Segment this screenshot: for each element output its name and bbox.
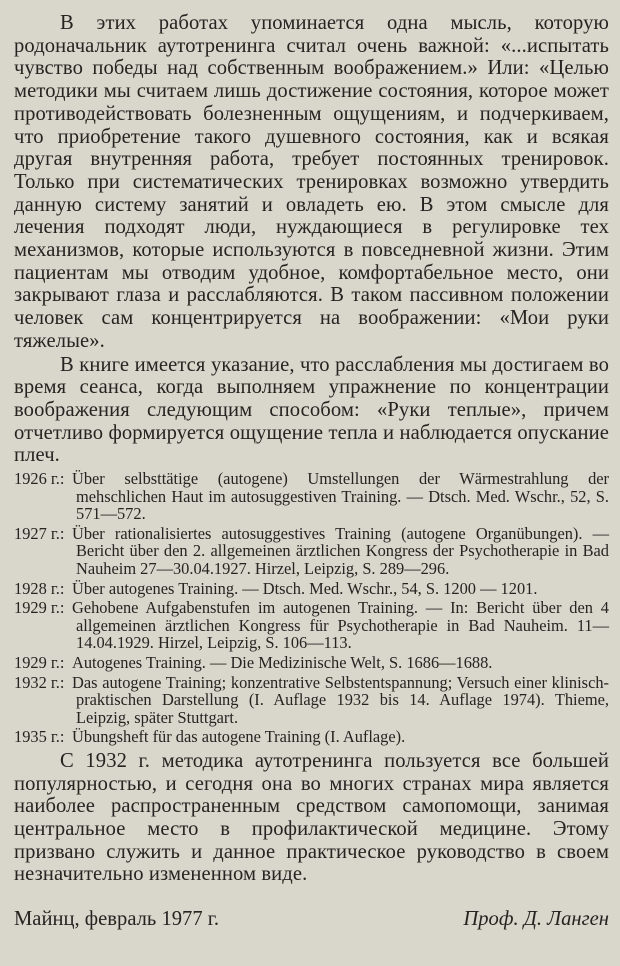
bibliography-entry — [14, 654, 609, 672]
bibliography-text: Über autogenes Training. — Dtsch. Med. Wschr., 54, S. 1200 — 1201. — [72, 578, 538, 598]
bibliography-year: 1935 г.: — [14, 727, 65, 747]
place-date: Майнц, февраль 1977 г. — [14, 908, 220, 930]
bibliography-entry — [14, 470, 609, 523]
bibliography-text: Über selbsttätige (autogene) Umstellungen der Wärmestrahlung der mehschlichen Haut im autosuggestiven Training. — Dtsch. Med. Wschr., 52, S. 571—572. — [72, 469, 609, 524]
author-name: Проф. Д. Ланген — [463, 908, 609, 930]
bibliography-entry — [14, 525, 609, 578]
paragraph-book-note: В книге имеется указание, что расслабления мы достигаем во время сеанса, когда выполняем упражнение по концентрации воображения следующим способом: «Руки теплые», причем отчетливо формируется ощущение тепла и наблюдается опускание плеч. — [14, 353, 609, 467]
bibliography-entry — [14, 674, 609, 727]
bibliography-entry — [14, 580, 609, 598]
bibliography-text: Autogenes Training. — Die Medizinische Welt, S. 1686—1688. — [72, 653, 493, 672]
bibliography-entry — [14, 599, 609, 652]
bibliography-entry — [14, 728, 609, 746]
bibliography-list — [14, 470, 609, 746]
signature-line — [14, 908, 609, 931]
bibliography-text: Übungsheft für das autogene Training (I. Auflage). — [72, 727, 406, 747]
bibliography-text: Gehobene Aufgabenstufen im autogenen Training. — In: Bericht über den 4 allgemeinen ärztlichen Kongress für Psychotherapie in Bad Nauheim. 11—14.04.1929. Hirzel, Leipzig, S. 106—113. — [72, 598, 609, 653]
bibliography-text: Das autogene Training; konzentrative Selbstentspannung; Versuch einer klinisch-praktischen Darstellung (I. Auflage 1932 bis 14. Auflage 1974). Thieme, Leipzig, später Stuttgart. — [72, 672, 609, 727]
paragraph-conclusion: С 1932 г. методика аутотренинга пользуется все большей популярностью, и сегодня она во многих странах мира является наиболее распространенным средством самопомощи, занимая центральное место в профилактической медицине. Этому призвано служить и данное практическое руководство в своем незначительно измененном виде. — [14, 749, 609, 886]
bibliography-year: 1927 г.: — [14, 523, 65, 543]
bibliography-year: 1929 г.: — [14, 598, 65, 618]
bibliography-year: 1929 г.: — [14, 653, 65, 672]
bibliography-year: 1926 г.: — [14, 469, 65, 489]
bibliography-year: 1928 г.: — [14, 578, 65, 598]
bibliography-text: Über rationalisiertes autosuggestives Training (autogene Organübungen). — Bericht über den 2. allgemeinen ärztlichen Kongress der Psychotherapie in Bad Nauheim 27—30.04.1927. Hirzel, Leipzig, S. 289—296. — [72, 523, 609, 579]
paragraph-intro: В этих работах упоминается одна мысль, которую родоначальник аутотренинга считал очень важной: «...испытать чувство победы над собственным воображением.» Или: «Целью методики мы считаем лишь достижение состояния, которое может противодействовать болезненным ощущениям, и подчеркиваем, что приобретение такого душевного состояния, как и всякая другая внутренняя работа, требует постоянных тренировок. Только при систематических тренировках возможно утвердить данную систему занятий и овладеть ею. В этом смысле для лечения подходят люди, нуждающиеся в регулировке тех механизмов, которые используются в повседневной жизни. Этим пациентам мы отводим удобное, комфортабельное место, они закрывают глаза и расслабляются. В таком пассивном положении человек сам концентрируется на воображении: «Мои руки тяжелые». — [14, 12, 609, 352]
bibliography-year: 1932 г.: — [14, 672, 65, 692]
